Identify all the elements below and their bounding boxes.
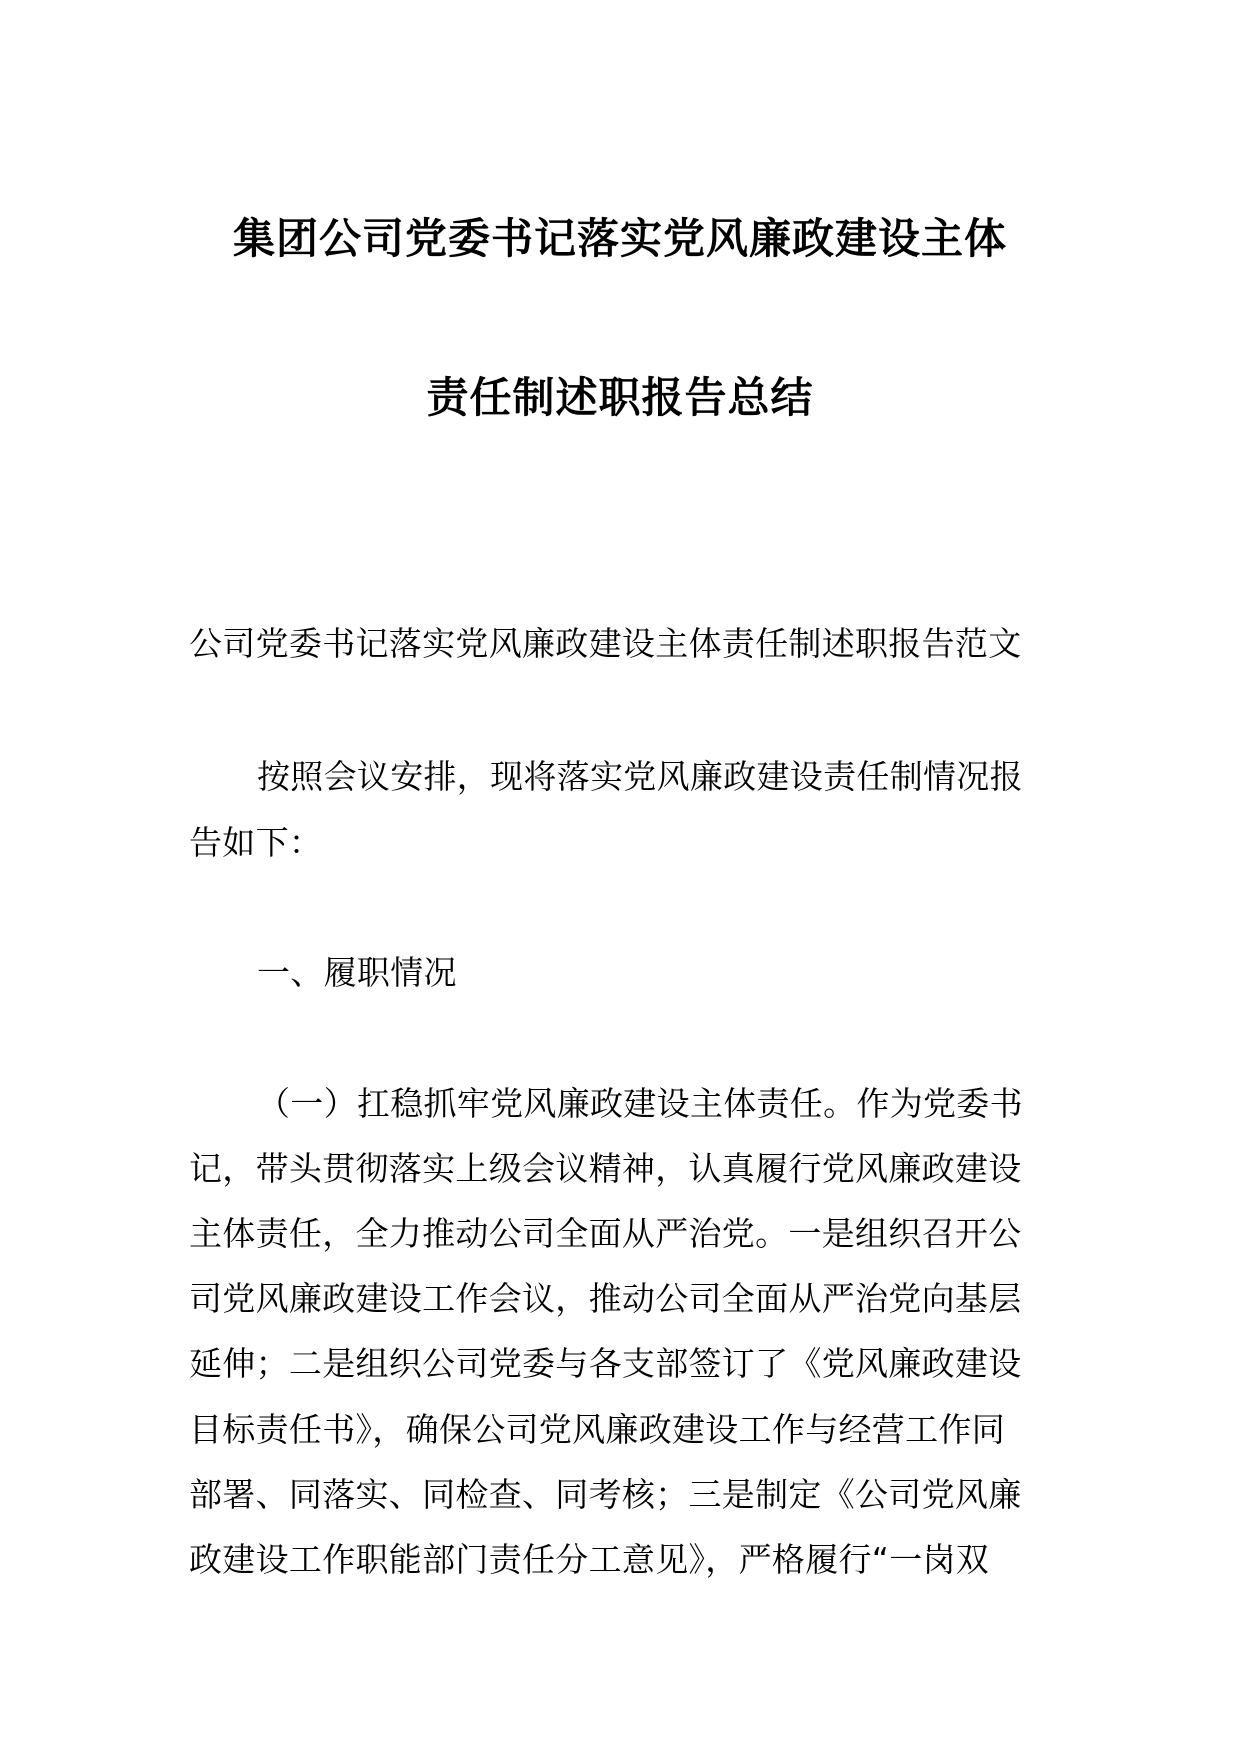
intro-paragraph-line-1: 按照会议安排，现将落实党风廉政建设责任制情况报 [257,757,1023,796]
body-paragraph-line: （一）扛稳抓牢党风廉政建设主体责任。作为党委书 [257,1084,1023,1123]
body-paragraph-line: 部署、同落实、同检查、同考核；三是制定《公司党风廉 [189,1475,1022,1514]
body-paragraph-line: 司党风廉政建设工作会议，推动公司全面从严治党向基层 [189,1279,1022,1318]
document-title-line-1: 集团公司党委书记落实党风廉政建设主体 [232,214,1007,263]
body-paragraph-line: 主体责任，全力推动公司全面从严治党。一是组织召开公 [189,1214,1022,1253]
section-heading: 一、履职情况 [257,953,457,992]
document-subtitle: 公司党委书记落实党风廉政建设主体责任制述职报告范文 [189,624,1022,663]
body-paragraph-line: 政建设工作职能部门责任分工意见》，严格履行“一岗双 [189,1540,990,1579]
body-paragraph-line: 目标责任书》，确保公司党风廉政建设工作与经营工作同 [189,1410,1005,1449]
document-title-line-2: 责任制述职报告总结 [426,373,814,422]
intro-paragraph-line-2: 告如下： [189,823,323,862]
body-paragraph-line: 记，带头贯彻落实上级会议精神，认真履行党风廉政建设 [189,1149,1022,1188]
body-paragraph-line: 延伸；二是组织公司党委与各支部签订了《党风廉政建设 [189,1344,1022,1383]
